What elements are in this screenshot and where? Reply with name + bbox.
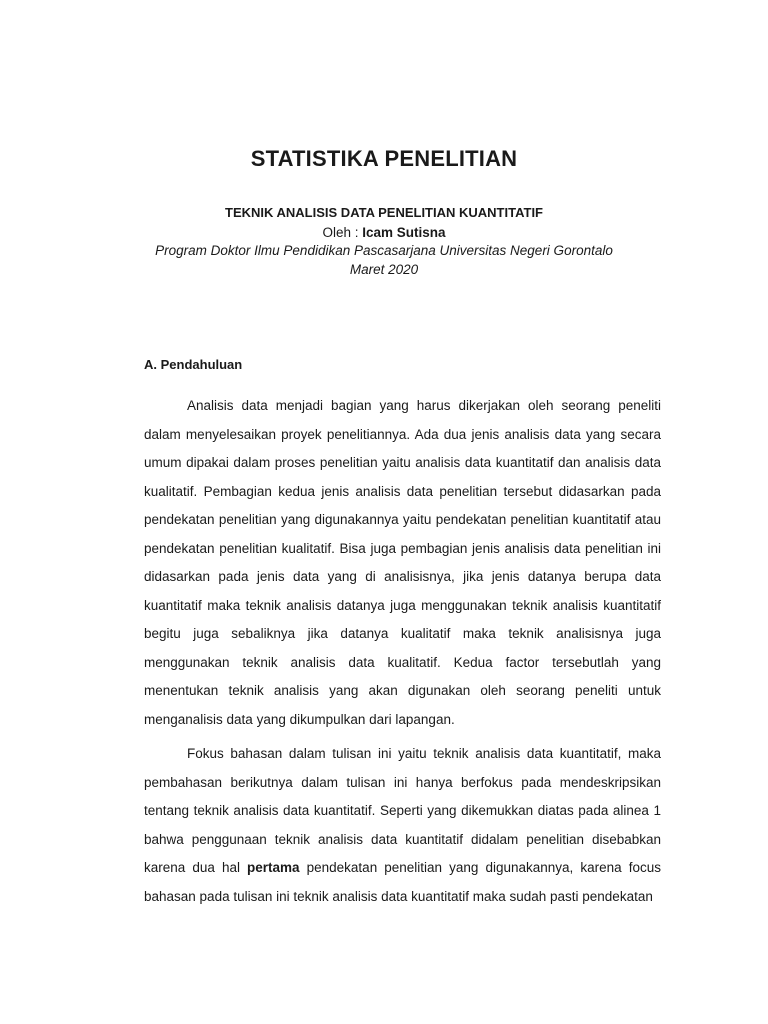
section-heading: A. Pendahuluan (144, 357, 243, 372)
paragraph-2 (144, 740, 661, 911)
document-date: Maret 2020 (349, 262, 419, 277)
author-name: Icam Sutisna (362, 225, 446, 240)
paragraph-1: Analisis data menjadi bagian yang harus dikerjakan oleh seorang peneliti dalam menyelesaikan proyek penelitiannya. Ada dua jenis analisis data yang secara umum dipakai dalam proses penelitian yaitu analisis data kuantitatif dan analisis data kualitatif. Pembagian kedua jenis analisis data penelitian tersebut didasarkan pada pendekatan penelitian yang digunakannya yaitu pendekatan penelitian kuantitatif atau pendekatan penelitian kualitatif. Bisa juga pembagian jenis analisis data penelitian ini didasarkan pada jenis data yang di analisisnya, jika jenis datanya berupa data kuantitatif maka teknik analisis datanya juga menggunakan teknik analisis kuantitatif begitu juga sebaliknya jika datanya kualitatif maka teknik analisisnya juga menggunakan teknik analisis data kualitatif. Kedua factor tersebutlah yang menentukan teknik analisis yang akan digunakan oleh seorang peneliti untuk menganalisis data yang dikumpulkan dari lapangan. (144, 398, 661, 727)
document-title: STATISTIKA PENELITIAN (250, 146, 518, 171)
author-prefix: Oleh : (322, 225, 363, 240)
program-affiliation: Program Doktor Ilmu Pendidikan Pascasarjana Universitas Negeri Gorontalo (155, 243, 613, 258)
paragraph-2-part-2: pendekatan penelitian yang digunakannya, karena focus bahasan pada tulisan ini teknik analisis data kuantitatif maka sudah pasti pendekatan (144, 860, 661, 904)
paragraph-2-emphasis: pertama (247, 860, 300, 875)
document-subtitle: TEKNIK ANALISIS DATA PENELITIAN KUANTITATIF (225, 205, 543, 220)
paragraph-2-part-1: Fokus bahasan dalam tulisan ini yaitu teknik analisis data kuantitatif, maka pembahasan berikutnya dalam tulisan ini hanya berfokus pada mendeskripsikan tentang teknik analisis data kuantitatif. Seperti yang dikemukkan diatas pada alinea 1 bahwa penggunaan teknik analisis data kuantitatif didalam penelitian disebabkan karena dua hal (144, 746, 661, 875)
author-line (0, 225, 768, 240)
